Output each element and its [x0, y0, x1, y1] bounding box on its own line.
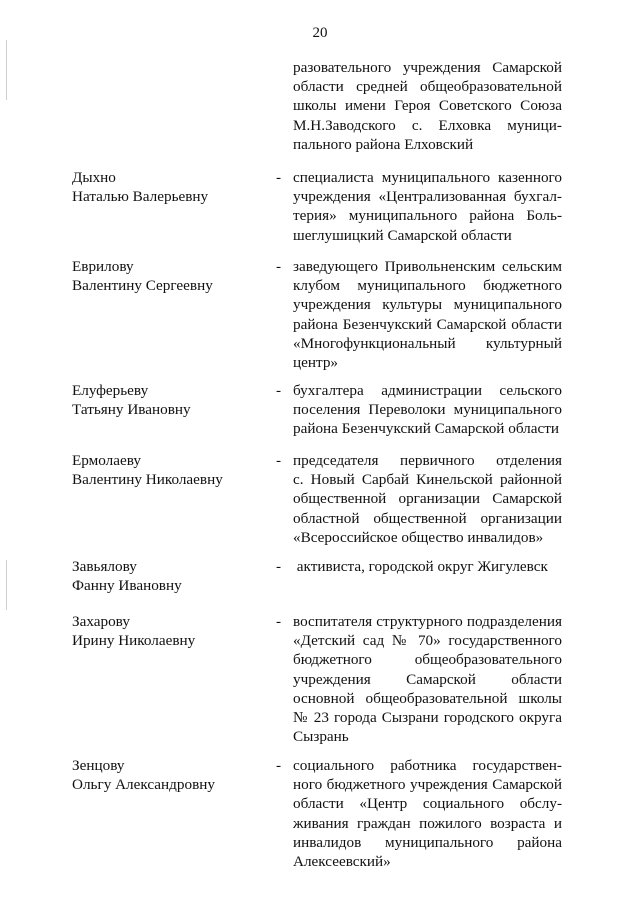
- nominee-position: [293, 612, 562, 746]
- nominee-surname: Завьялову: [72, 558, 137, 575]
- dash-separator: -: [276, 258, 282, 275]
- nominee-given-name: Валентину Николаевну: [72, 471, 223, 489]
- nominee-given-name: Наталью Валерьевну: [72, 188, 209, 206]
- nominee-name: [72, 451, 272, 489]
- text-line: Алексеевский»: [293, 853, 391, 871]
- nominee-surname: Зенцову: [72, 757, 125, 774]
- text-line: школы имени Героя Советского Союза: [293, 97, 562, 115]
- text-line: инвалидов муниципального района: [293, 833, 562, 851]
- dash-separator: -: [276, 452, 282, 469]
- nominee-name: [72, 612, 272, 650]
- text-line: пального района Елховский: [293, 135, 474, 153]
- scan-margin-line: [6, 40, 7, 100]
- text-line: терия» муниципального района Боль-: [293, 207, 562, 225]
- nominee-surname: Елуферьеву: [72, 382, 149, 399]
- text-line: клубом муниципального бюджетного: [293, 277, 562, 295]
- text-line: учреждения культуры муниципального: [293, 296, 562, 314]
- nominee-name: [72, 168, 272, 206]
- nominee-given-name: Татьяну Ивановну: [72, 401, 191, 419]
- dash-separator: -: [276, 382, 282, 399]
- text-line: бюджетного общеобразовательного: [293, 651, 562, 669]
- text-line: специалиста муниципального казенного: [293, 169, 562, 186]
- text-line: № 23 города Сызрани городского округа: [293, 709, 562, 727]
- nominee-surname: Захарову: [72, 613, 130, 630]
- nominee-given-name: Валентину Сергеевну: [72, 277, 213, 295]
- text-line: бухгалтера администрации сельского: [293, 382, 562, 399]
- nominee-given-name: Ирину Николаевну: [72, 632, 196, 650]
- text-line: общественной организации Самарской: [293, 490, 562, 508]
- text-line: учреждения Самарской области: [293, 670, 562, 688]
- text-line: заведующего Привольненским сельским: [293, 258, 562, 275]
- text-line: разовательного учреждения Самарской: [293, 59, 562, 76]
- text-line: района Безенчукский Самарской области: [293, 315, 562, 333]
- text-line: области «Центр социального обслу-: [293, 795, 562, 813]
- text-line: «Многофункциональный культурный: [293, 334, 562, 352]
- text-line: социального работника государствен-: [293, 757, 562, 774]
- text-line: основной общеобразовательной школы: [293, 689, 562, 707]
- text-line: поселения Переволоки муниципального: [293, 401, 562, 419]
- page-number: 20: [312, 25, 328, 41]
- text-line: центр»: [293, 354, 339, 372]
- nominee-surname: Ермолаеву: [72, 452, 141, 469]
- dash-separator: -: [276, 757, 282, 774]
- dash-separator: -: [276, 558, 282, 575]
- text-line: воспитателя структурного подразделения: [293, 613, 562, 630]
- nominee-position: [293, 557, 562, 576]
- text-line: учреждения «Централизованная бухгал-: [293, 188, 562, 206]
- text-line: «Детский сад № 70» государственного: [293, 632, 562, 650]
- text-line: «Всероссийское общество инвалидов»: [293, 528, 544, 546]
- nominee-position: [293, 257, 562, 372]
- nominee-surname: Еврилову: [72, 258, 134, 275]
- text-line: областной общественной организации: [293, 509, 562, 527]
- nominee-name: [72, 381, 272, 419]
- nominee-name: [72, 756, 272, 794]
- scan-margin-line: [6, 560, 7, 610]
- text-line: живания граждан пожилого возраста и: [293, 814, 562, 832]
- text-line: ного бюджетного учреждения Самарской: [293, 776, 562, 794]
- nominee-name: [72, 257, 272, 295]
- text-line: с. Новый Сарбай Кинельской районной: [293, 471, 562, 489]
- nominee-given-name: Ольгу Александровну: [72, 776, 215, 794]
- dash-separator: -: [276, 169, 282, 186]
- text-line: района Безенчукский Самарской области: [293, 420, 559, 438]
- continuation-text: [293, 58, 562, 154]
- text-line: М.Н.Заводского с. Елховка муници-: [293, 116, 562, 134]
- text-line: председателя первичного отделения: [293, 452, 562, 469]
- text-line: шеглушицкий Самарской области: [293, 226, 512, 244]
- nominee-surname: Дыхно: [72, 169, 116, 186]
- text-line: Сызрань: [293, 728, 349, 746]
- dash-separator: -: [276, 613, 282, 630]
- nominee-position: [293, 381, 562, 439]
- text-line: активиста, городской округ Жигулевск: [293, 558, 548, 575]
- nominee-position: [293, 451, 562, 547]
- text-line: области средней общеобразовательной: [293, 78, 562, 96]
- nominee-name: [72, 557, 272, 595]
- nominee-position: [293, 168, 562, 245]
- nominee-position: [293, 756, 562, 871]
- nominee-given-name: Фанну Ивановну: [72, 577, 182, 595]
